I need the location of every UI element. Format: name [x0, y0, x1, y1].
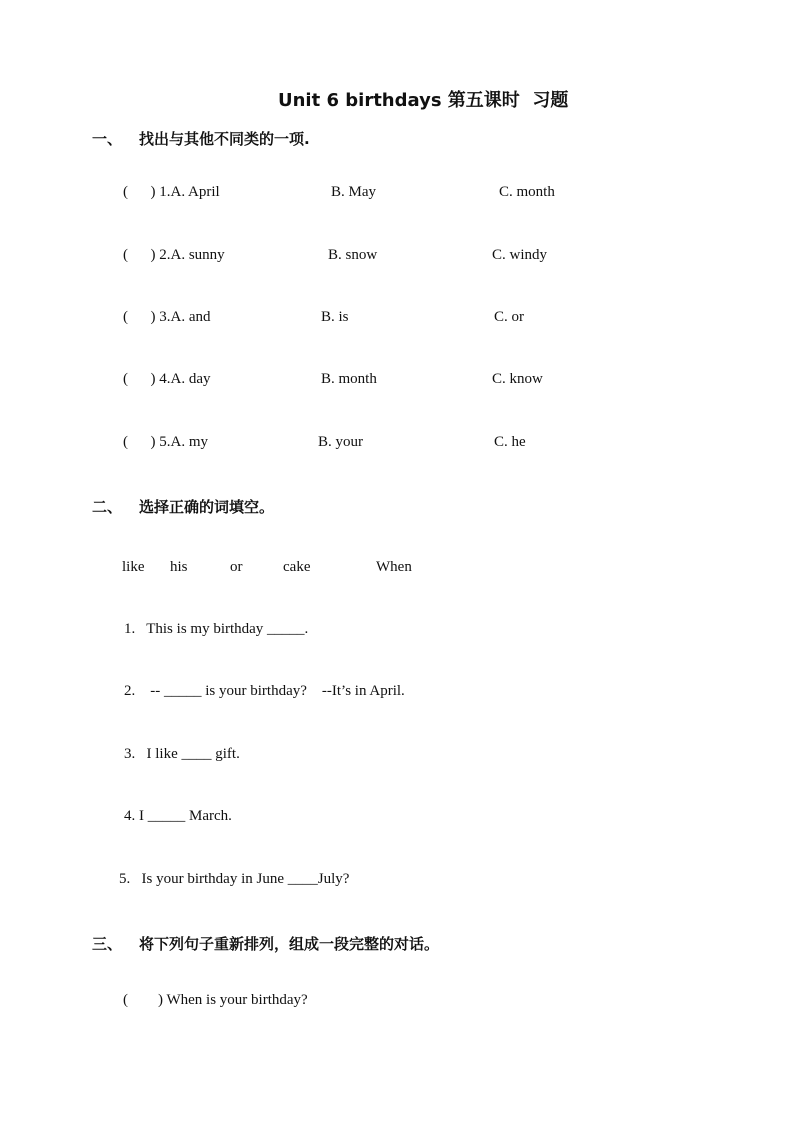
section-heading-1: 找出与其他不同类的一项.: [139, 130, 310, 148]
question-3-prefix: ( ) 3.A. and: [123, 309, 211, 325]
question-2-prefix: ( ) 2.A. sunny: [123, 247, 225, 263]
word-bank-item: his: [170, 559, 188, 575]
section-number-1: 一、: [92, 130, 123, 148]
question-5-option-b: B. your: [318, 434, 363, 450]
fill-blank-sentence-3: 3. I like ____ gift.: [124, 746, 240, 762]
fill-blank-sentence-5: 5. Is your birthday in June ____July?: [119, 871, 350, 887]
question-4-prefix: ( ) 4.A. day: [123, 371, 211, 387]
fill-blank-sentence-1: 1. This is my birthday _____.: [124, 621, 309, 637]
question-2-option-c: C. windy: [492, 247, 548, 263]
dialogue-item: ( ) When is your birthday?: [123, 992, 308, 1008]
question-3-option-c: C. or: [494, 309, 524, 325]
section-number-2: 二、: [92, 498, 123, 516]
section-number-3: 三、: [92, 935, 123, 953]
word-bank-item: cake: [283, 559, 311, 575]
page-title: Unit 6 birthdays 第五课时 习题: [278, 90, 569, 111]
question-2-option-b: B. snow: [328, 247, 378, 263]
word-bank-item: When: [376, 559, 412, 575]
section-heading-2: 选择正确的词填空。: [139, 498, 275, 516]
question-4-option-b: B. month: [321, 371, 377, 387]
word-bank-item: or: [230, 559, 243, 575]
question-1-option-b: B. May: [331, 184, 376, 200]
question-1-prefix: ( ) 1.A. April: [123, 184, 220, 200]
question-4-option-c: C. know: [492, 371, 543, 387]
section-heading-3: 将下列句子重新排列，组成一段完整的对话。: [139, 935, 440, 953]
word-bank-item: like: [122, 559, 145, 575]
question-3-option-b: B. is: [321, 309, 349, 325]
fill-blank-sentence-4: 4. I _____ March.: [124, 808, 232, 824]
question-1-option-c: C. month: [499, 184, 555, 200]
question-5-prefix: ( ) 5.A. my: [123, 434, 208, 450]
fill-blank-sentence-2: 2. -- _____ is your birthday? --It’s in April.: [124, 683, 405, 699]
question-5-option-c: C. he: [494, 434, 526, 450]
